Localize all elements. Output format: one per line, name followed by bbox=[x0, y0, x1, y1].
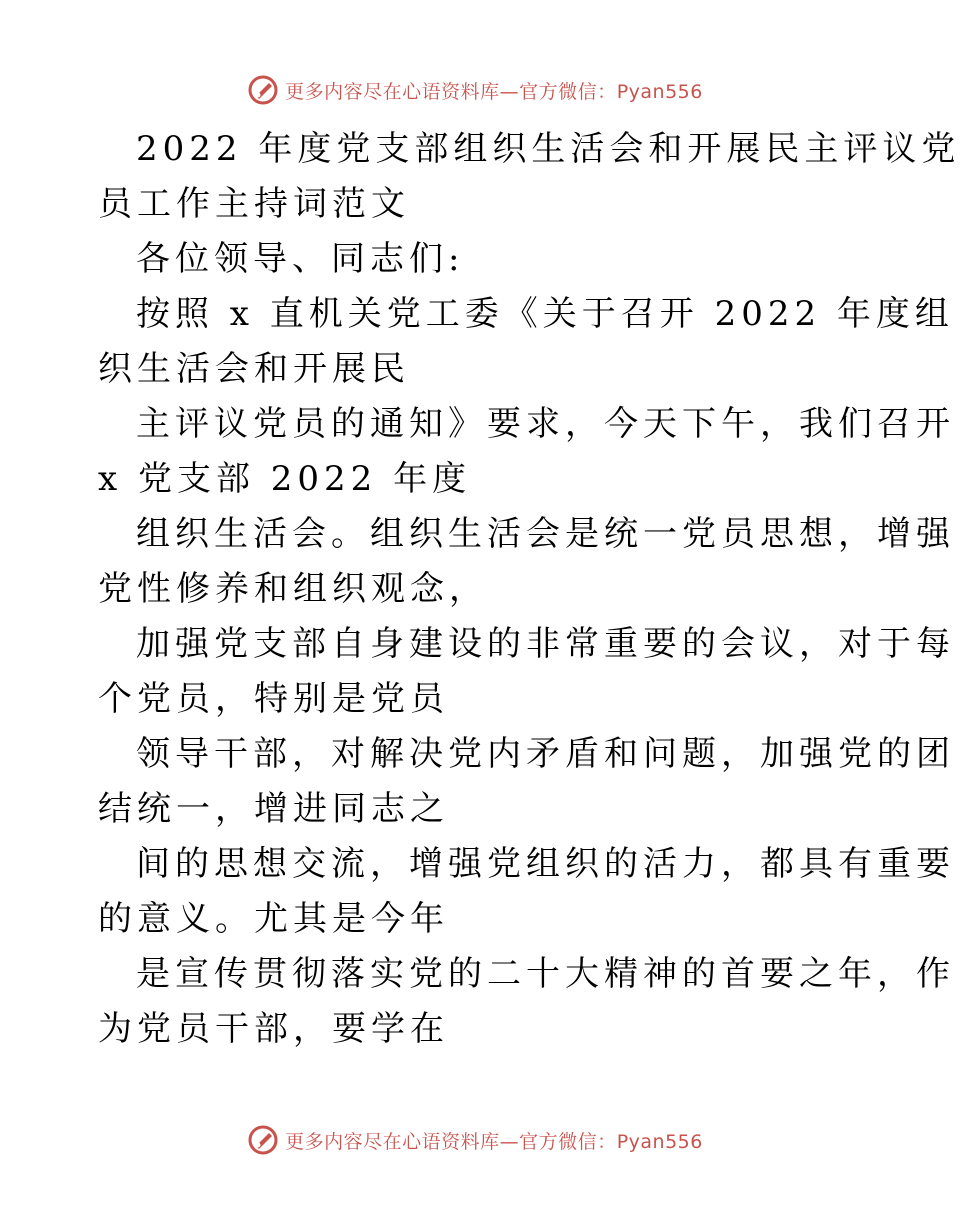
doc-line: 结统一，增进同志之 bbox=[98, 789, 449, 829]
brand-logo-icon bbox=[247, 74, 279, 106]
doc-salutation: 各位领导、同志们: bbox=[136, 239, 465, 279]
doc-line: 主评议党员的通知》要求，今天下午，我们召开 bbox=[136, 404, 955, 444]
doc-title-line-2: 员工作主持词范文 bbox=[98, 184, 410, 224]
doc-line: 按照 x 直机关党工委《关于召开 2022 年度组 bbox=[136, 294, 954, 334]
footer-watermark bbox=[0, 1120, 950, 1160]
watermark-text: 更多内容尽在心语资料库—官方微信：Pyan556 bbox=[285, 80, 703, 103]
header-watermark bbox=[0, 70, 950, 110]
doc-line: 个党员，特别是党员 bbox=[98, 679, 449, 719]
doc-line: 组织生活会。组织生活会是统一党员思想，增强 bbox=[136, 514, 955, 554]
document-body bbox=[98, 122, 960, 1057]
doc-title-line-1: 2022 年度党支部组织生活会和开展民主评议党 bbox=[136, 129, 960, 169]
doc-line: 领导干部，对解决党内矛盾和问题，加强党的团 bbox=[136, 734, 955, 774]
brand-logo-icon bbox=[247, 1124, 279, 1156]
doc-line: x 党支部 2022 年度 bbox=[98, 459, 472, 499]
doc-line: 织生活会和开展民 bbox=[98, 349, 410, 389]
doc-line: 是宣传贯彻落实党的二十大精神的首要之年，作 bbox=[136, 954, 955, 994]
doc-line: 间的思想交流，增强党组织的活力，都具有重要 bbox=[136, 844, 955, 884]
doc-line: 党性修养和组织观念， bbox=[98, 569, 488, 609]
watermark-text: 更多内容尽在心语资料库—官方微信：Pyan556 bbox=[285, 1130, 703, 1153]
doc-line: 加强党支部自身建设的非常重要的会议，对于每 bbox=[136, 624, 955, 664]
doc-line: 为党员干部，要学在 bbox=[98, 1009, 449, 1049]
doc-line: 的意义。尤其是今年 bbox=[98, 899, 449, 939]
